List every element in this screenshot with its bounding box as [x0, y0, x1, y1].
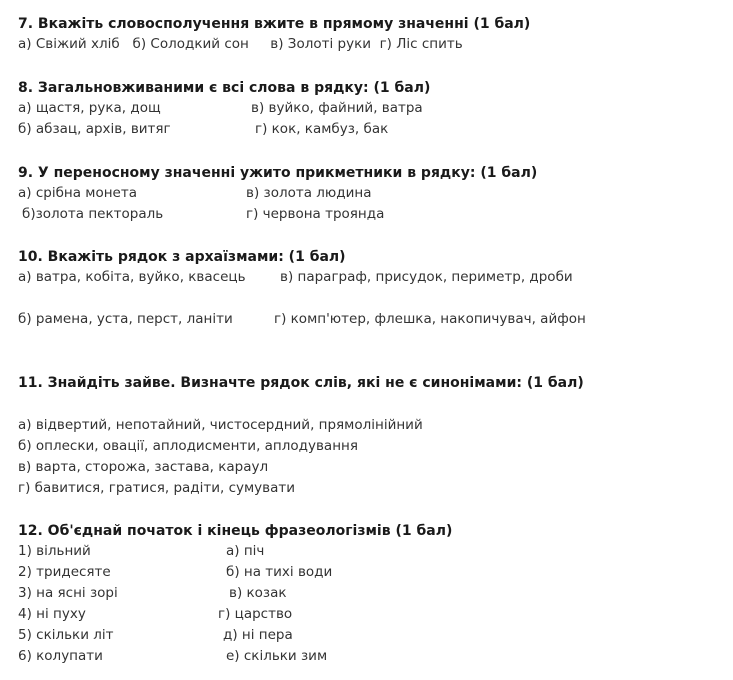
option-b: б) рамена, уста, перст, ланіти — [18, 311, 233, 327]
question-8 — [18, 78, 728, 140]
option-d: г) кок, камбуз, бак — [255, 121, 389, 137]
match-right-item: г) царство — [218, 606, 293, 622]
question-12 — [18, 521, 728, 667]
option-a: а) щастя, рука, дощ — [18, 100, 161, 116]
match-row-3 — [18, 583, 728, 604]
question-11-option-b — [18, 436, 728, 457]
question-9-row-1 — [18, 183, 728, 204]
question-7-options-text: а) Свіжий хліб б) Солодкий сон в) Золоті руки г) Ліс спить — [18, 36, 463, 52]
match-row-5 — [18, 625, 728, 646]
option-d: г) червона троянда — [246, 206, 385, 222]
question-9-row-2 — [18, 204, 728, 225]
question-10-title: 10. Вкажіть рядок з архаїзмами: (1 бал) — [18, 249, 346, 265]
match-row-6 — [18, 646, 728, 667]
match-row-2 — [18, 562, 728, 583]
question-8-title: 8. Загальновживаними є всі слова в рядку: (1 бал) — [18, 80, 431, 96]
match-left-item: 3) на ясні зорі — [18, 585, 118, 601]
option-d: г) комп'ютер, флешка, накопичувач, айфон — [274, 311, 586, 327]
option-b: б) оплески, овації, аплодисменти, аплодування — [18, 438, 358, 454]
match-left-item: 1) вільний — [18, 543, 91, 559]
match-right-item: б) на тихі води — [226, 564, 333, 580]
option-c: в) параграф, присудок, периметр, дроби — [280, 269, 573, 285]
question-8-row-2 — [18, 119, 728, 140]
match-row-4 — [18, 604, 728, 625]
match-left-item: 2) тридесяте — [18, 564, 111, 580]
question-10-row-1 — [18, 267, 728, 288]
match-row-1 — [18, 541, 728, 562]
match-right-item: е) скільки зим — [226, 648, 328, 664]
question-7-title: 7. Вкажіть словосполучення вжите в прямому значенні (1 бал) — [18, 16, 531, 32]
question-10-row-2 — [18, 309, 728, 330]
question-11 — [18, 373, 728, 499]
question-7-options — [18, 34, 728, 55]
question-11-title: 11. Знайдіть зайве. Визначте рядок слів, які не є синонімами: (1 бал) — [18, 375, 584, 391]
option-a: а) срібна монета — [18, 185, 138, 201]
question-11-option-a — [18, 415, 728, 436]
option-a: а) ватра, кобіта, вуйко, квасець — [18, 269, 246, 285]
match-right-item: а) піч — [226, 543, 265, 559]
question-9 — [18, 163, 728, 225]
question-8-row-1 — [18, 98, 728, 119]
option-a: а) відвертий, непотайний, чистосердний, прямолінійний — [18, 417, 423, 433]
option-b: б) абзац, архів, витяг — [18, 121, 171, 137]
option-c: в) золота людина — [246, 185, 372, 201]
question-11-option-d — [18, 478, 728, 499]
question-12-title: 12. Об'єднай початок і кінець фразеологізмів (1 бал) — [18, 523, 453, 539]
option-d: г) бавитися, гратися, радіти, сумувати — [18, 480, 296, 496]
question-9-title: 9. У переносному значенні ужито прикметники в рядку: (1 бал) — [18, 165, 538, 181]
question-11-option-c — [18, 457, 728, 478]
match-right-item: в) козак — [229, 585, 287, 601]
option-b: б)золота пектораль — [22, 206, 164, 222]
match-right-item: д) ні пера — [223, 627, 293, 643]
match-left-item: 4) ні пуху — [18, 606, 86, 622]
question-10 — [18, 247, 728, 330]
option-c: в) варта, сторожа, застава, караул — [18, 459, 269, 475]
question-7 — [18, 14, 728, 55]
match-left-item: 6) колупати — [18, 648, 103, 664]
option-c: в) вуйко, файний, ватра — [251, 100, 423, 116]
match-left-item: 5) скільки літ — [18, 627, 114, 643]
